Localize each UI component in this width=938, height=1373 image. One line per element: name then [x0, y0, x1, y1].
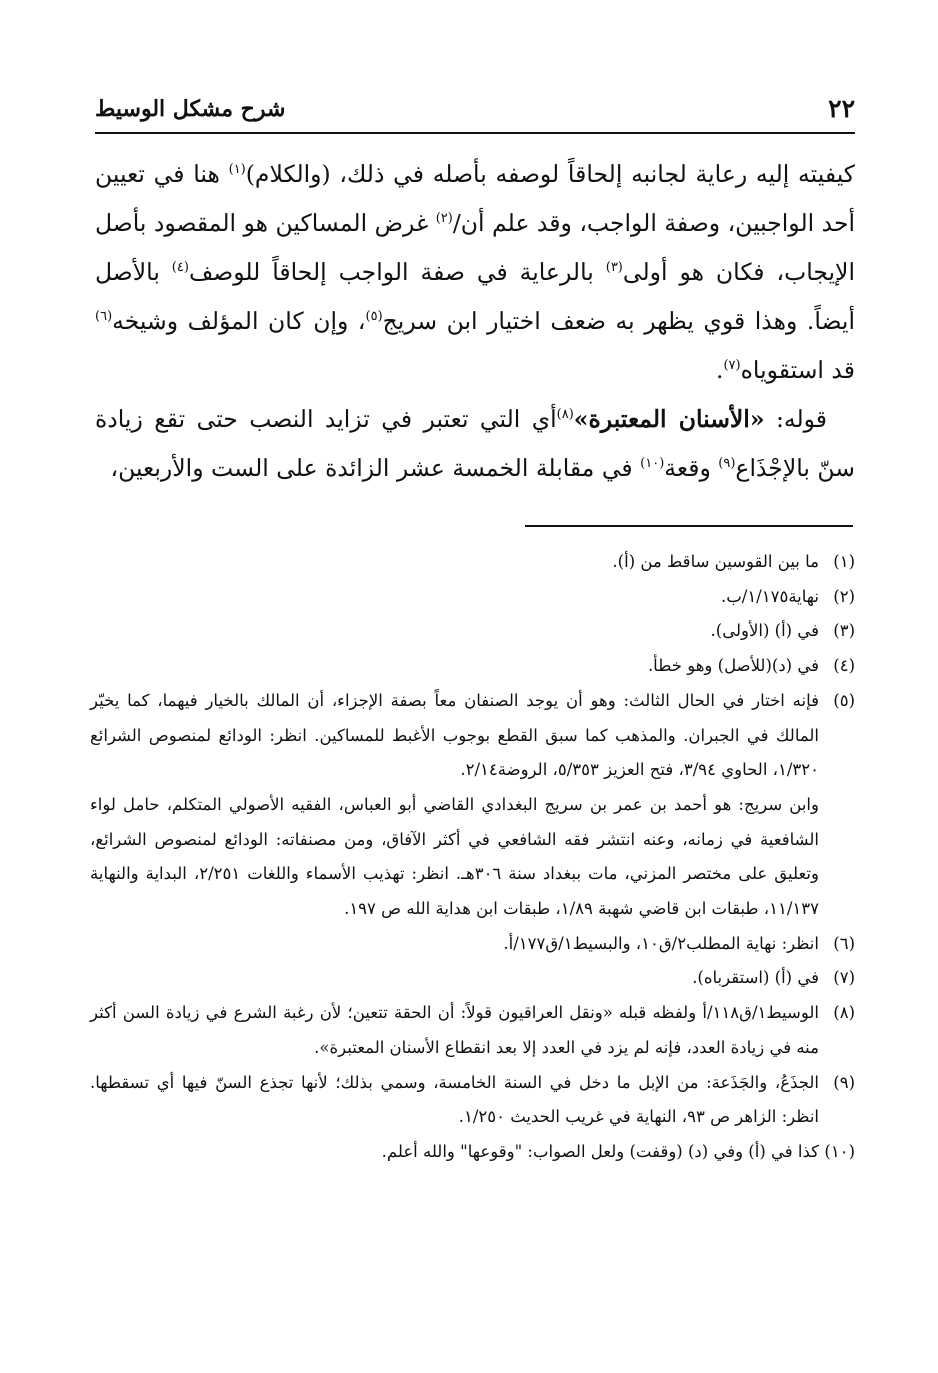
footnote-text: في (د)(للأصل) وهو خطأ.: [647, 656, 819, 676]
text-segment: .: [715, 356, 724, 384]
footnote-10: [90, 1135, 855, 1170]
footnote-text: الجذَعُ، والجَذَعة: من الإبل ما دخل في السنة الخامسة، وسمي بذلك؛ لأنها تجذع السنّ فيها أي تسقطها. انظر: الزاهر ص ٩٣، النهاية في غريب الحديث ١/٢٥٠.: [90, 1072, 819, 1127]
footnote-number: (٧): [833, 968, 855, 988]
footnote-9: [90, 1066, 855, 1135]
footnote-3: [90, 614, 855, 649]
footnote-text: انظر: نهاية المطلب٢/ق١٠، والبسيط١/ق١٧٧/أ.: [503, 933, 819, 953]
footnotes: [90, 545, 855, 1170]
main-text: [95, 150, 855, 493]
footnote-separator: [525, 525, 853, 527]
running-title: شرح مشكل الوسيط: [95, 96, 286, 122]
text-segment: في مقابلة الخمسة عشر الزائدة على الست والأربعين،: [110, 454, 641, 482]
quoted-term: «الأسنان المعتبرة»: [573, 405, 765, 433]
page-header: [95, 92, 855, 134]
footnote-ref: (٧): [723, 358, 741, 374]
footnote-text: في (أ) (الأولى).: [710, 621, 819, 641]
footnote-4: [90, 649, 855, 684]
footnote-5-continuation: [90, 788, 855, 927]
footnote-text: فإنه اختار في الحال الثالث: وهو أن يوجد الصنفان معاً بصفة الإجزاء، أن المالك بالخيار فيهما، كما يخيّر المالك في الجبران. والمذهب كما سبق القطع بوجوب الأغبط للمساكين. انظر: الودائع لمنصوص الشرائع ١/٣٢٠، الحاوي ٣/٩٤، فتح العزيز ٥/٣٥٣، الروضة٢/١٤.: [90, 690, 819, 780]
footnote-ref: (١٠): [640, 456, 665, 472]
footnote-6: [90, 927, 855, 962]
footnote-5: [90, 684, 855, 788]
paragraph-2: [95, 395, 855, 493]
text-segment: هنا في تعيين أحد الواجبين، وصفة الواجب، وقد علم أن/: [95, 160, 855, 237]
text-segment: أي التي تعتبر في تزايد النصب حتى تقع زيادة سنّ بالإجْذَاع: [95, 405, 855, 482]
text-segment: ، وإن كان المؤلف وشيخه: [112, 307, 366, 335]
footnote-text: وابن سريج: هو أحمد بن عمر بن سريج البغدادي القاضي أبو العباس، الفقيه الأصولي المتكلم، حامل لواء الشافعية في زمانه، وعنه انتشر فقه الشافعي في أكثر الآفاق، ومن مصنفاته: الودائع لمنصوص الشرائع، وتعليق على مختصر المزني، مات ببغداد سنة ٣٠٦هـ. انظر: تهذيب الأسماء واللغات ٢/٢٥١، البداية والنهاية ١١/١٣٧، طبقات ابن قاضي شهبة ١/٨٩، طبقات ابن هداية الله ص ١٩٧.: [90, 794, 819, 919]
footnote-number: (١٠): [824, 1141, 855, 1161]
footnote-ref: (٥): [365, 309, 383, 325]
text-segment: كيفيته إليه رعاية لجانبه إلحاقاً لوصفه بأصله في ذلك، (والكلام): [245, 160, 855, 188]
footnote-text: نهاية١/١٧٥/ب.: [720, 586, 819, 606]
footnote-number: (٢): [833, 586, 855, 606]
footnote-text: ما بين القوسين ساقط من (أ).: [612, 552, 819, 571]
footnote-2: [90, 580, 855, 615]
footnote-1: [90, 545, 855, 580]
footnote-8: [90, 996, 855, 1065]
text-segment: وقعة: [664, 454, 719, 482]
text-segment: بالرعاية في صفة الواجب إلحاقاً للوصف: [188, 258, 606, 286]
footnote-ref: (٨): [556, 407, 574, 423]
text-segment: قوله:: [764, 405, 827, 433]
footnote-number: (٦): [833, 933, 855, 953]
footnote-number: (٣): [833, 621, 855, 641]
page-number: ٢٢: [828, 94, 855, 123]
footnote-number: (٥): [833, 690, 855, 710]
text-segment: غرض المساكين هو المقصود بأصل الإيجاب، فكان هو أولى: [94, 209, 855, 286]
footnote-ref: (٤): [171, 260, 189, 276]
footnote-ref: (٢): [435, 211, 453, 227]
text-segment: قد استقوياه: [740, 356, 855, 384]
footnote-text: كذا في (أ) وفي (د) (وقفت) ولعل الصواب: "وقوعها" والله أعلم.: [381, 1141, 819, 1161]
footnote-ref: (٦): [95, 309, 113, 325]
footnote-number: (٨): [833, 1003, 855, 1023]
footnote-number: (٤): [833, 656, 855, 676]
paragraph-1: [95, 150, 855, 395]
footnote-ref: (٣): [605, 260, 623, 276]
footnote-text: في (أ) (استقرباه).: [692, 968, 819, 988]
footnote-number: (١): [833, 552, 855, 571]
footnote-7: [90, 961, 855, 996]
footnote-text: الوسيط١/ق١١٨/أ ولفظه قبله «ونقل العراقيون قولاً: أن الحقة تتعين؛ لأن رغبة الشرع في زيادة السن أكثر منه في زيادة العدد، فإنه لم يزد في العدد إلا بعد انقطاع الأسنان المعتبرة».: [90, 1003, 819, 1057]
footnote-ref: (١): [228, 162, 246, 178]
footnote-number: (٩): [833, 1072, 855, 1092]
footnote-ref: (٩): [718, 456, 736, 472]
text-segment: بالأصل أيضاً. وهذا قوي يظهر به ضعف اختيار ابن سريج: [95, 258, 855, 335]
